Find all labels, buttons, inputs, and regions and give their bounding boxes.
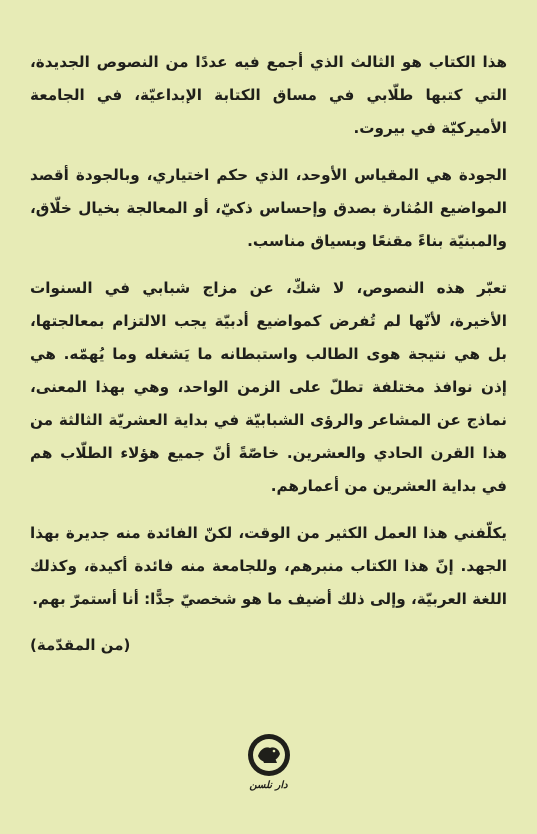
globe-book-logo-icon (246, 732, 292, 778)
paragraph-youth: تعبّر هذه النصوص، لا شكّ، عن مزاج شبابي في السنوات الأخيرة، لأنّها لم تُفرض كمواضيع أدبيّة يجب الالتزام بمعالجتها، بل هي نتيجة هوى الطالب واستبطانه ما يَشغله وما يُهمّه. هي إذن نوافذ مختلفة تطلّ على الزمن الواحد، وهي بهذا المعنى، نماذج عن المشاعر والرؤى الشبابيّة في بداية العشريّة الثالثة من هذا القرن الحادي والعشرين. خاصّةً أنّ جميع هؤلاء الطلّاب هم في بداية العشرين من أعمارهم. (30, 279, 507, 495)
paragraph-quality: الجودة هي المقياس الأوحد، الذي حكم اختياري، وبالجودة أقصد المواضيع المُثارة بصدق وإحساس ذكيّ، أو المعالجة بخيال خلّاق، والمبنيّة بناءً مقنعًا وبسياق مناسب. (30, 166, 507, 250)
publisher-name: دار نلسن (249, 780, 288, 791)
publisher-mark (0, 732, 537, 793)
back-cover-text (30, 46, 507, 834)
source-note: (من المقدّمة) (30, 636, 131, 654)
paragraph-effort: يكلّفني هذا العمل الكثير من الوقت، لكنّ الفائدة منه جديرة بهذا الجهد. إنّ هذا الكتاب منبرهم، وللجامعة منه فائدة أكيدة، وكذلك اللغة العربيّة، وإلى ذلك أضيف ما هو شخصيّ جدًّا: أنا أستمرّ بهم. (30, 524, 507, 608)
paragraph-intro: هذا الكتاب هو الثالث الذي أجمع فيه عددًا من النصوص الجديدة، التي كتبها طلّابي في مساق الكتابة الإبداعيّة، في الجامعة الأميركيّة في بيروت. (30, 53, 507, 137)
